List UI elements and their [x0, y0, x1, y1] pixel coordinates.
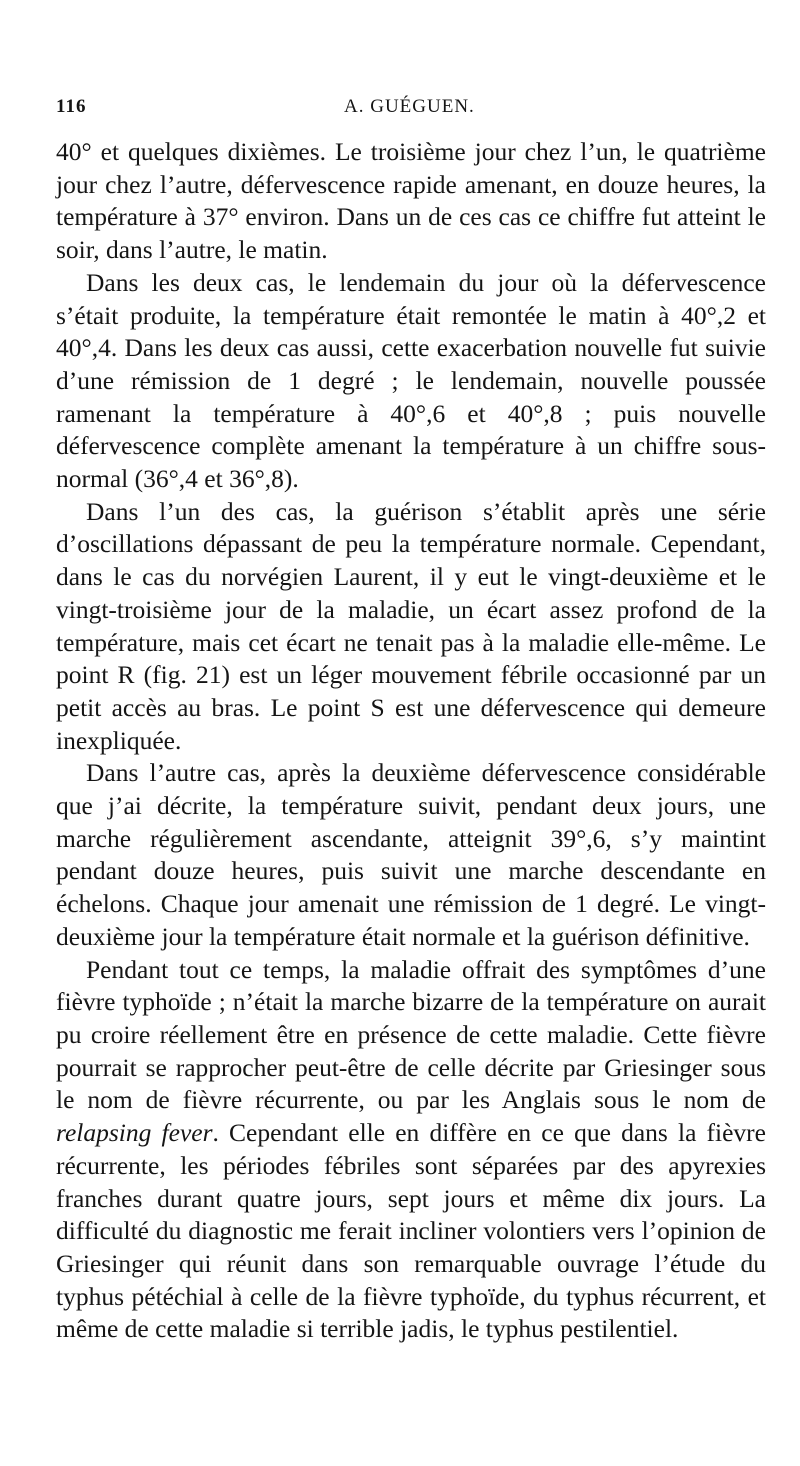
paragraph-5	[56, 954, 766, 1346]
paragraph-2: Dans les deux cas, le lendemain du jour où la défervescence s’était produite, la température était remontée le matin à 40°,2 et 40°,4. Dans les deux cas aussi, cette exacerbation nouvelle fut suivie d’une rémission de 1 degré ; le lendemain, nouvelle poussée ramenant la température à 40°,6 et 40°,8 ; puis nouvelle défervescence complète amenant la température à un chiffre sous-normal (36°,4 et 36°,8).	[56, 267, 766, 494]
body-text	[56, 136, 766, 1346]
paragraph-1: 40° et quelques dixièmes. Le troisième jour chez l’un, le quatrième jour chez l’autre, défervescence rapide amenant, en douze heures, la température à 37° environ. Dans un de ces cas ce chiffre fut atteint le soir, dans l’autre, le matin.	[56, 137, 766, 265]
italic-term: relapsing fever	[56, 1118, 213, 1148]
paragraph-3: Dans l’un des cas, la guérison s’établit après une série d’oscillations dépassant de peu la température normale. Cependant, dans le cas du norvégien Laurent, il y eut le vingt-deuxième et le vingt-troisième jour de la maladie, un écart assez profond de la température, mais cet écart ne tenait pas à la maladie elle-même. Le point R (fig. 21) est un léger mouvement fébrile occasionné par un petit accès au bras. Le point S est une défervescence qui demeure inexpliquée.	[56, 496, 766, 755]
page-number: 116	[56, 96, 87, 117]
paragraph-5-part-2: . Cependant elle en diffère en ce que dans la fièvre récurrente, les périodes fébriles sont séparées par des apyrexies franches durant quatre jours, sept jours et même dix jours. La difficulté du diagnostic me ferait incliner volontiers vers l’opinion de Griesinger qui réunit dans son remarquable ouvrage l’étude du typhus pétéchial à celle de la fièvre typhoïde, du typhus récurrent, et même de cette maladie si terrible jadis, le typhus pestilentiel.	[56, 1118, 766, 1344]
paragraph-4: Dans l’autre cas, après la deuxième défervescence considérable que j’ai décrite, la température suivit, pendant deux jours, une marche régulièrement ascendante, atteignit 39°,6, s’y maintint pendant douze heures, puis suivit une marche descendante en échelons. Chaque jour amenait une rémission de 1 degré. Le vingt-deuxième jour la température était normale et la guérison définitive.	[56, 758, 766, 951]
book-page	[56, 96, 766, 1346]
running-head	[56, 96, 766, 136]
running-title: A. GUÉGUEN.	[344, 96, 475, 117]
paragraph-5-part-1: Pendant tout ce temps, la maladie offrait des symptômes d’une fièvre typhoïde ; n’était la marche bizarre de la température on aurait pu croire réellement être en présence de cette maladie. Cette fièvre pourrait se rapprocher peut-être de celle décrite par Griesinger sous le nom de fièvre récurrente, ou par les Anglais sous le nom de	[56, 954, 766, 1115]
